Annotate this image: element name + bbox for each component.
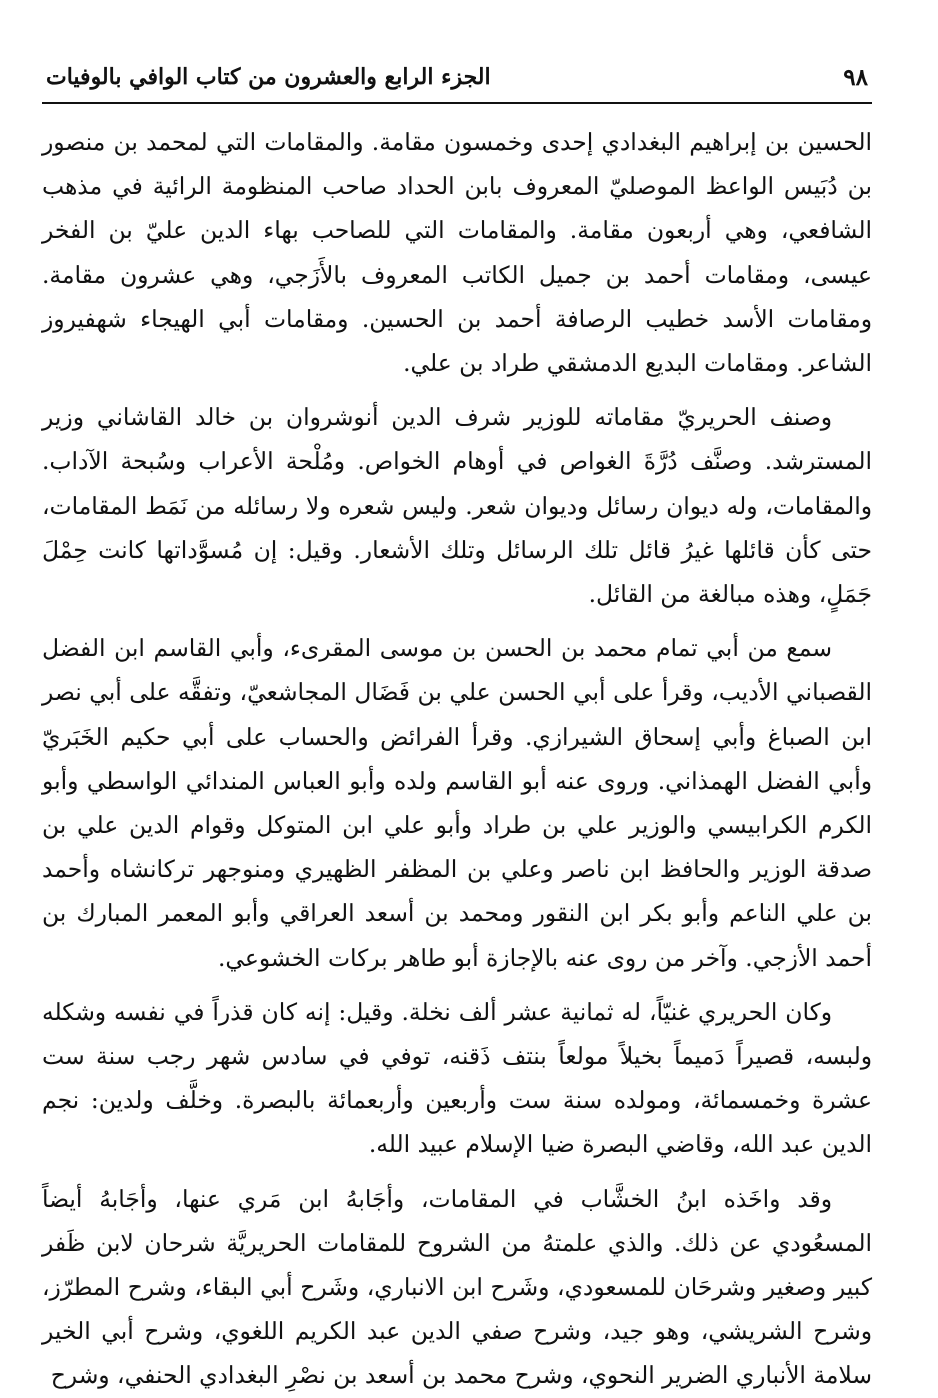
paragraph-description-death: وكان الحريري غنيّاً، له ثمانية عشر ألف نخلة. وقيل: إنه كان قذراً في نفسه وشكله ولبسه، قصيراً دَميماً بخيلاً مولعاً بنتف ذَقنه، توفي في سادس شهر رجب سنة ست عشرة وخمسمائة، ومولده سنة ست وأربعين وأربعمائة بالبصرة. وخلَّف ولدين: نجم الدين عبد الله، وقاضي البصرة ضيا الإسلام عبيد الله. [42, 997, 872, 1159]
body-text [42, 120, 872, 1398]
paragraph-hariri-works: وصنف الحريريّ مقاماته للوزير شرف الدين أنوشروان بن خالد القاشاني وزير المسترشد. وصنَّف دُرَّةَ الغواص في أوهام الخواص. ومُلْحة الأعراب وسُبحة الآداب. والمقامات، وله ديوان رسائل وديوان شعر. وليس شعره ولا رسائله من نَمَط المقامات، حتى كأن قائلها غيرُ قائل تلك الرسائل وتلك الأشعار. وقيل: إن مُسوَّداتها كانت حِمْلَ جَمَلٍ، وهذه مبالغة من القائل. [42, 403, 872, 609]
paragraph-maqamat-list: الحسين بن إبراهيم البغدادي إحدى وخمسون مقامة. والمقامات التي لمحمد بن منصور بن دُبَيس الواعظ الموصليّ المعروف بابن الحداد صاحب المنظومة الرائية في مذهب الشافعي، وهي أربعون مقامة. والمقامات التي للصاحب بهاء الدين عليّ بن الفخر عيسى، ومقامات أحمد بن جميل الكاتب المعروف بالأَزَجي، وهي عشرون مقامة. ومقامات الأسد خطيب الرصافة أحمد بن الحسين. ومقامات أبي الهيجاء شهفيروز الشاعر. ومقامات البديع الدمشقي طراد بن علي. [42, 128, 872, 378]
book-title: الجزء الرابع والعشرون من كتاب الوافي بالوفيات [46, 64, 491, 90]
running-header [42, 60, 872, 104]
paragraph-commentaries: وقد واخَذه ابنُ الخشَّاب في المقامات، وأجَابهُ ابن مَري عنها، وأجَابهُ أيضاً المسعُودي عن ذلك. والذي علمتهُ من الشروح للمقامات الحريريَّة شرحان لابن ظَفر كبير وصغير وشرحَان للمسعودي، وشَرح ابن الانباري، وشَرح أبي البقاء، وشرح المطرّز، وشرح الشريشي، وهو جيد، وشرح صفي الدين عبد الكريم اللغوي، وشرح أبي الخير سلامة الأنباري الضرير النحوي، وشرح محمد بن أسعد بن نصْرِ البغدادي الحنفي، وشرح [42, 1184, 872, 1390]
page-number: ٩٨ [843, 64, 868, 91]
paragraph-teachers-students: سمع من أبي تمام محمد بن الحسن بن موسى المقرىء، وأبي القاسم ابن الفضل القصباني الأديب، وقرأ على أبي الحسن علي بن فَضَال المجاشعيّ، وتفقَّه على أبي نصر ابن الصباغ وأبي إسحاق الشيرازي. وقرأ الفرائض والحساب على أبي حكيم الخَبَريّ وأبي الفضل الهمذاني. وروى عنه أبو القاسم ولده وأبو العباس المندائي الواسطي وأبو الكرم الكرابيسي والوزير علي بن طراد وأبو علي ابن المتوكل وقوام الدين علي بن صدقة الوزير والحافظ ابن ناصر وعلي بن المظفر الظهيري ومنوجهر تركانشاه وأحمد بن علي الناعم وأبو بكر ابن النقور ومحمد بن أسعد العراقي وأبو المعمر المبارك بن أحمد الأزجي. وآخر من روى عنه بالإجازة أبو طاهر بركات الخشوعي. [42, 634, 872, 972]
